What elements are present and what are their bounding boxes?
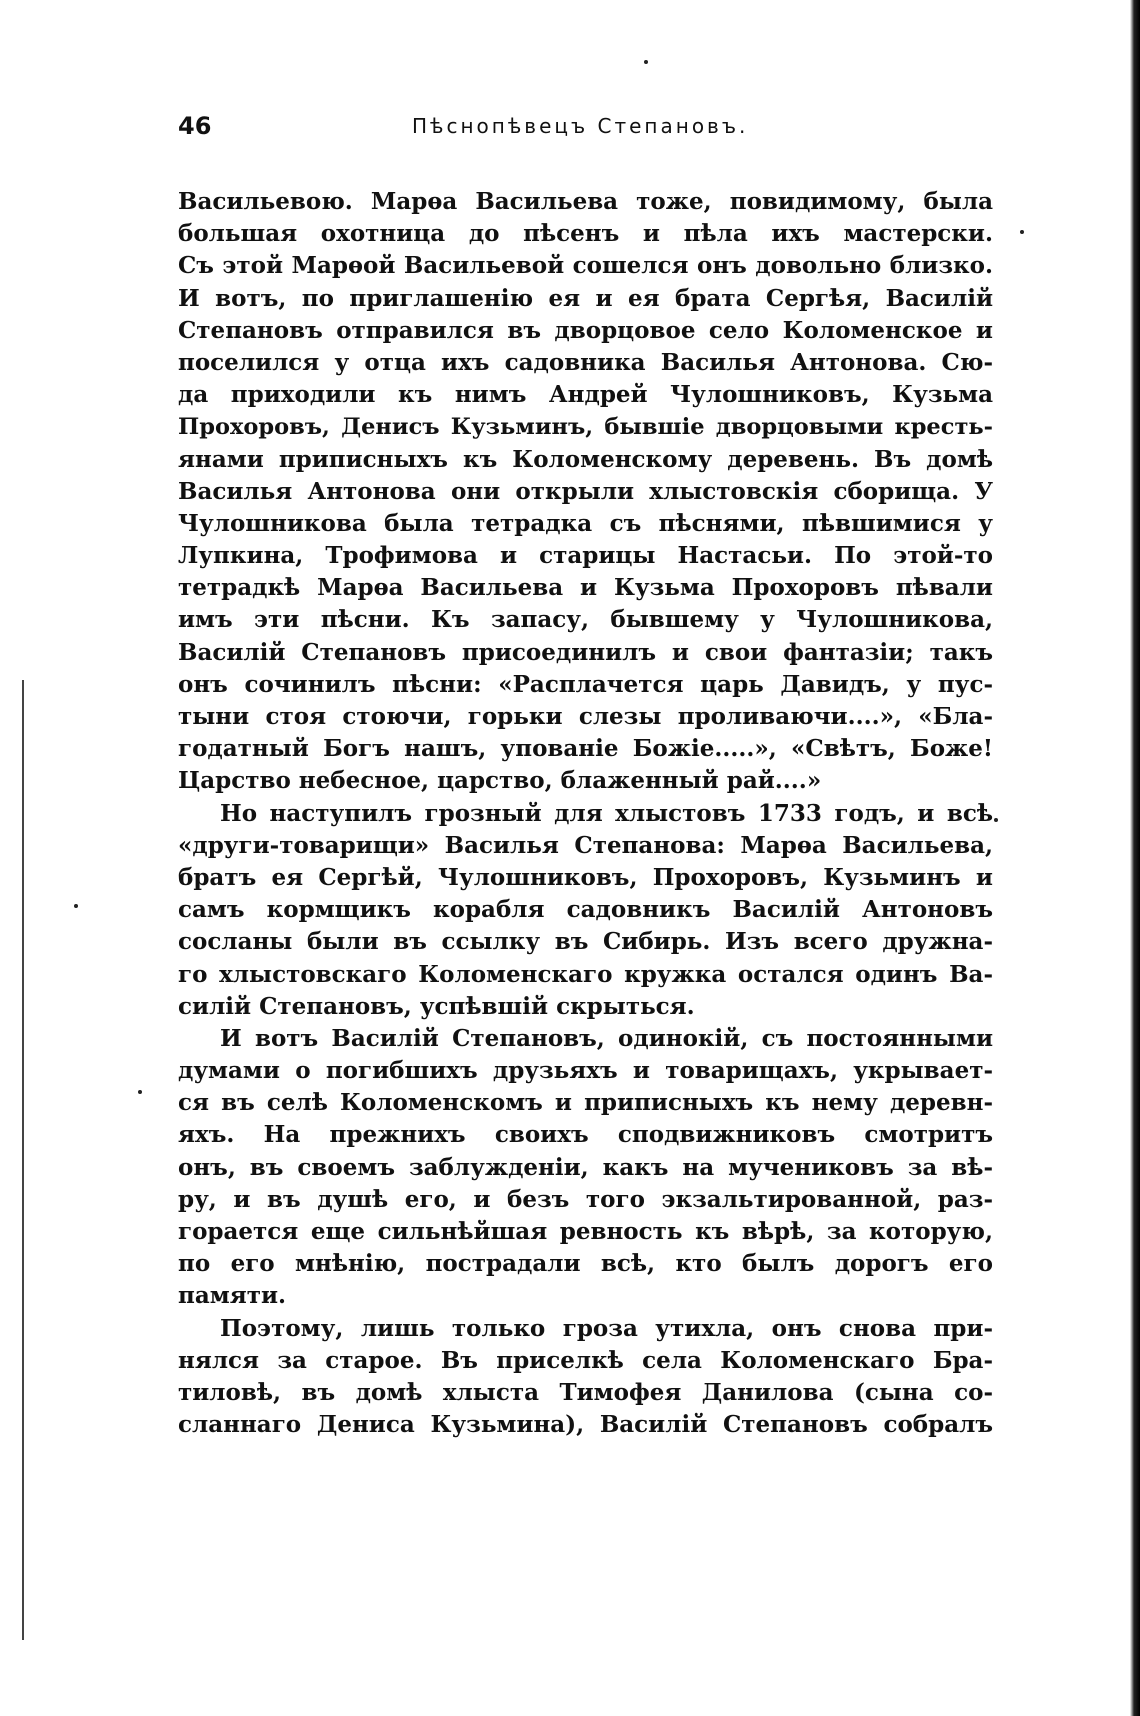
text-line: Съ этой Марѳой Васильевой сошелся онъ довольно близко. [178, 252, 993, 280]
text-line: по его мнѣнію, пострадали всѣ, кто былъ дорогъ его [178, 1250, 993, 1278]
text-line: поселился у отца ихъ садовника Василья Антонова. Сю- [178, 348, 993, 376]
text-line: Лупкина, Трофимова и старицы Настасьи. По этой-то [178, 542, 993, 570]
scan-speck [1020, 230, 1024, 234]
text-line: Васильевою. Марѳа Васильева тоже, повидимому, была [178, 188, 993, 215]
text-line: самъ кормщикъ корабля садовникъ Василій Антоновъ [178, 896, 993, 924]
text-line: Степановъ отправился въ дворцовое село Коломенское и [178, 316, 993, 344]
text-line: Царство небесное, царство, блаженный рай....» [178, 767, 822, 795]
text-line: Василья Антонова они открыли хлыстовскія сборища. У [178, 477, 993, 505]
scan-speck [644, 60, 648, 64]
paragraph [178, 1313, 993, 1442]
text-line: годатный Богъ нашъ, упованіе Божіе.....», «Свѣтъ, Боже! [178, 735, 993, 763]
text-line: Василій Степановъ присоединилъ и свои фантазіи; такъ [178, 638, 993, 666]
text-line: ру, и въ душѣ его, и безъ того экзальтированной, раз- [178, 1185, 993, 1213]
body-text [178, 186, 993, 1441]
paragraph [178, 1023, 993, 1313]
scan-speck [994, 818, 998, 822]
text-line: янами приписныхъ къ Коломенскому деревень. Въ домѣ [178, 445, 993, 473]
scan-edge-right [1130, 0, 1140, 1716]
text-line: ся въ селѣ Коломенскомъ и приписныхъ къ нему деревн- [178, 1089, 993, 1117]
text-line: го хлыстовскаго Коломенскаго кружка остался одинъ Ва- [178, 960, 993, 988]
text-line: яхъ. На прежнихъ своихъ сподвижниковъ смотритъ [178, 1121, 993, 1149]
scan-edge-left [22, 680, 24, 1640]
text-line: имъ эти пѣсни. Къ запасу, бывшему у Чулошникова, [178, 606, 993, 634]
text-line: тыни стоя стоючи, горьки слезы проливаючи....», «Бла- [178, 703, 993, 730]
text-line: Чулошникова была тетрадка съ пѣснями, пѣвшимися у [178, 509, 993, 537]
text-line: силій Степановъ, успѣвшій скрыться. [178, 992, 695, 1020]
text-line: Поэтому, лишь только гроза утихла, онъ снова при- [220, 1314, 993, 1342]
text-line: И вотъ Василій Степановъ, одинокій, съ постоянными [220, 1024, 993, 1052]
text-line: Но наступилъ грозный для хлыстовъ 1733 годъ, и всѣ [220, 799, 993, 827]
scan-speck [138, 1090, 142, 1094]
text-line: сосланы были въ ссылку въ Сибирь. Изъ всего дружна- [178, 928, 993, 956]
text-line: нялся за старое. Въ приселкѣ села Коломенскаго Бра- [178, 1346, 993, 1374]
scan-speck [74, 904, 78, 908]
paragraph [178, 798, 993, 1023]
text-line: да приходили къ нимъ Андрей Чулошниковъ, Кузьма [178, 381, 993, 409]
text-line: онъ сочинилъ пѣсни: «Расплачется царь Давидъ, у пус- [178, 670, 993, 698]
text-line: горается еще сильнѣйшая ревность къ вѣрѣ, за которую, [178, 1218, 993, 1245]
page-number: 46 [178, 112, 212, 140]
text-line: братъ ея Сергѣй, Чулошниковъ, Прохоровъ, Кузьминъ и [178, 863, 993, 891]
text-line: Прохоровъ, Денисъ Кузьминъ, бывшіе дворцовыми кресть- [178, 414, 993, 441]
page-header [178, 112, 988, 152]
text-line: памяти. [178, 1282, 287, 1310]
text-line: тетрадкѣ Марѳа Васильева и Кузьма Прохоровъ пѣвали [178, 574, 993, 602]
text-line: тиловѣ, въ домѣ хлыста Тимофея Данилова (сына со- [178, 1378, 993, 1406]
text-line: большая охотница до пѣсенъ и пѣла ихъ мастерски. [178, 220, 993, 248]
text-line: онъ, въ своемъ заблужденіи, какъ на мучениковъ за вѣ- [178, 1153, 993, 1181]
text-line: «други-товарищи» Василья Степанова: Марѳа Васильева, [178, 831, 993, 859]
text-line: И вотъ, по приглашенію ея и ея брата Сергѣя, Василій [178, 284, 993, 312]
text-line: сланнаго Дениса Кузьмина), Василій Степановъ собралъ [178, 1411, 993, 1439]
paragraph [178, 186, 993, 798]
text-line: думами о погибшихъ друзьяхъ и товарищахъ, укрывает- [178, 1057, 993, 1085]
running-title: Пѣснопѣвецъ Степановъ. [412, 114, 749, 138]
